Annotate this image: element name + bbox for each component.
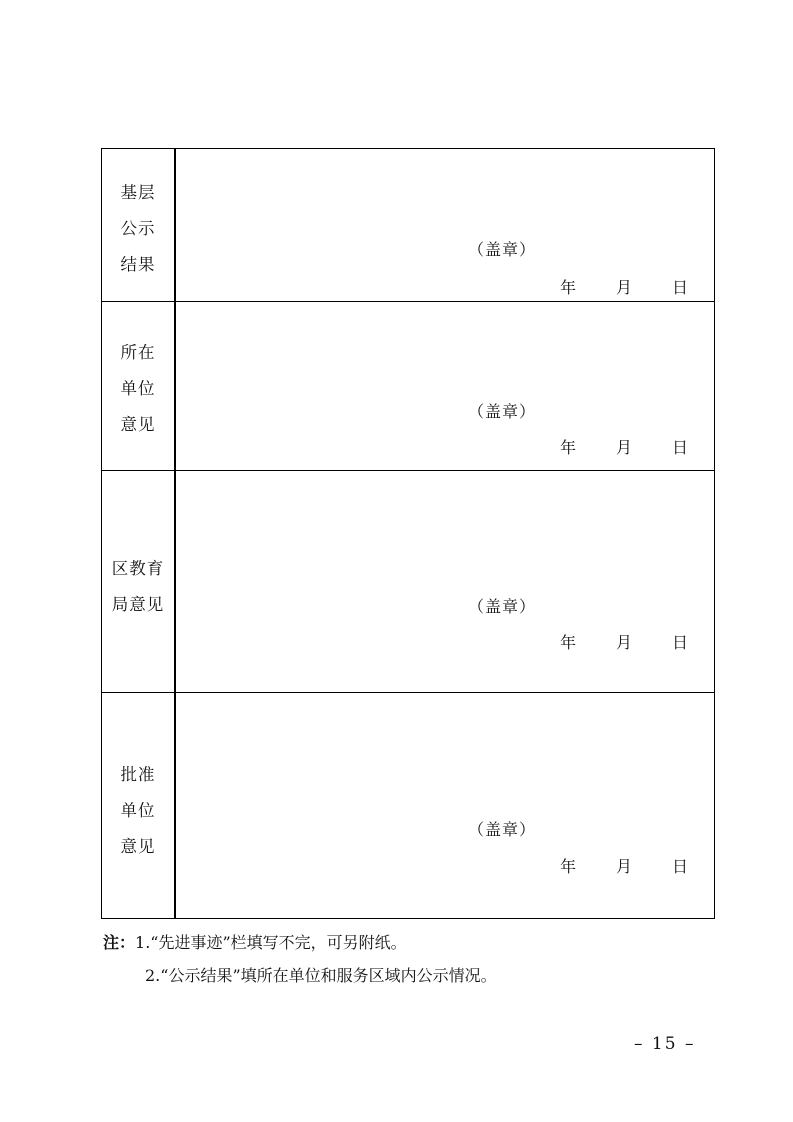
label-line: 公示 [120,219,156,238]
row-label [102,335,174,443]
label-line: 区教育 [111,559,165,578]
date-year: 年 [560,633,577,652]
approval-form-table [101,148,715,919]
date-year: 年 [560,857,577,876]
row-divider [102,301,714,302]
label-line: 意见 [120,415,156,434]
label-line: 所在 [120,343,156,362]
date-month: 月 [616,857,633,876]
note-text: 1.“先进事迹”栏填写不完，可另附纸。 [135,933,407,952]
label-line: 意见 [120,837,156,856]
label-line: 单位 [120,801,156,820]
label-column-divider [174,149,176,918]
label-line: 单位 [120,379,156,398]
label-line: 局意见 [111,595,165,614]
stamp-placeholder: （盖章） [468,240,537,259]
date-day: 日 [672,857,689,876]
page-number: – 15 – [634,1034,696,1054]
note-line-1 [103,926,497,959]
date-day: 日 [672,438,689,457]
row-label [102,757,174,865]
date-day: 日 [672,633,689,652]
note-text: 2.“公示结果”填所在单位和服务区域内公示情况。 [145,966,497,985]
notes-prefix: 注： [103,933,136,952]
label-line: 基层 [120,183,156,202]
row-label [102,551,174,623]
date-year: 年 [560,278,577,297]
stamp-placeholder: （盖章） [468,820,537,839]
row-divider [102,692,714,693]
date-day: 日 [672,278,689,297]
note-line-2 [103,959,497,992]
form-notes [103,926,497,992]
label-line: 批准 [120,765,156,784]
date-year: 年 [560,438,577,457]
row-divider [102,470,714,471]
stamp-placeholder: （盖章） [468,402,537,421]
row-label [102,175,174,283]
date-month: 月 [616,438,633,457]
stamp-placeholder: （盖章） [468,597,537,616]
date-month: 月 [616,633,633,652]
label-line: 结果 [120,255,156,274]
date-month: 月 [616,278,633,297]
